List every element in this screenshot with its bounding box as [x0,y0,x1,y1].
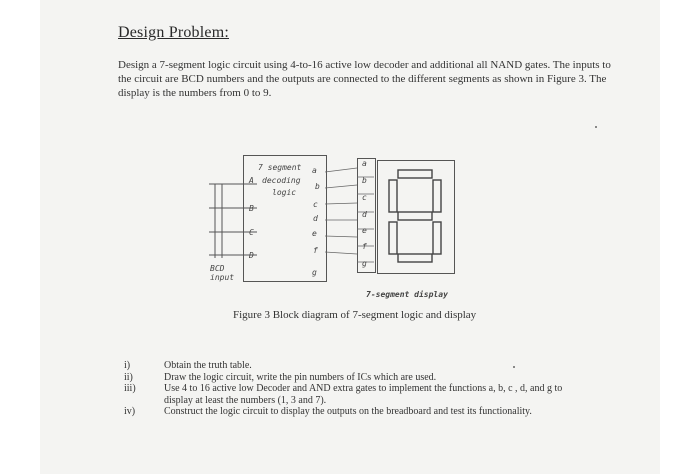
logic-output-e: e [312,229,317,238]
stray-mark [595,126,597,128]
page-heading: Design Problem: [118,24,229,41]
logic-output-c: c [313,200,318,209]
seven-segment-digit-icon [384,166,446,266]
output-wires [325,158,385,273]
logic-output-a: a [312,166,317,175]
display-input-d: d [362,210,367,219]
display-input-f: f [362,242,367,251]
input-label-d: D [249,251,254,260]
logic-title-line3: logic [272,188,297,197]
logic-output-b: b [315,182,320,191]
task-list [124,360,564,418]
input-label-c: C [249,228,254,237]
logic-title-line1: 7 segment [258,163,302,172]
display-input-e: e [362,226,367,235]
bcd-label-line1: BCD [210,264,225,273]
list-item: iii) Use 4 to 16 active low Decoder and AND extra gates to implement the functions a, b, c , d, and g to display at least the numbers (1, 3 and 7). [124,383,563,406]
input-label-a: A [249,176,254,185]
logic-output-g: g [312,268,317,277]
list-item: ii) Draw the logic circuit, write the pin numbers of ICs which are used. [124,371,437,383]
display-input-a: a [362,159,367,168]
logic-title-line2: decoding [262,176,301,185]
list-item: i) Obtain the truth table. [124,360,252,371]
logic-output-d: d [313,214,318,223]
logic-output-f: f [313,246,318,255]
stray-mark [513,366,515,368]
problem-statement: Design a 7-segment logic circuit using 4-to-16 active low decoder and additional all NAND gates. The inputs to the circuit are BCD numbers and the outputs are connected to the different segments as shown in Figure 3. The display is the numbers from 0 to 9. [118,59,611,99]
figure-caption: Figure 3 Block diagram of 7-segment logic and display [233,309,477,321]
display-input-b: b [362,176,367,185]
list-item: iv) Construct the logic circuit to display the outputs on the breadboard and test its functionality. [124,406,532,417]
display-input-c: c [362,193,367,202]
bcd-label-line2: input [210,273,235,282]
input-label-b: B [249,204,254,213]
display-input-g: g [362,259,367,268]
display-label: 7-segment display [366,290,448,299]
